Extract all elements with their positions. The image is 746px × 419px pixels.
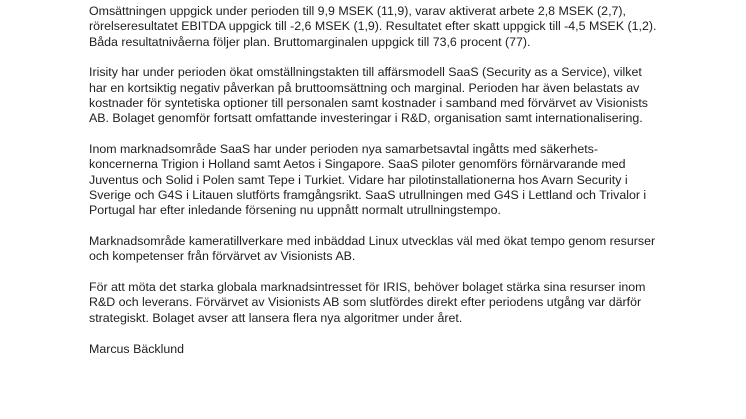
paragraph-saas-market [89, 142, 649, 218]
text-line: har en kortsiktig negativ påverkan på bruttoomsättning och marginal. Perioden har även belastats av [89, 80, 640, 95]
paragraph-financial-results [89, 4, 657, 50]
text-line: kostnader för syntetiska optioner till personalen samt kostnader i samband med förvärvet av Visionists [89, 95, 649, 110]
text-line: Irisity har under perioden ökat omställningstakten till affärsmodell SaaS (Security as a Service), vilket [89, 65, 642, 80]
text-line: och kompetenser från förvärvet av Visionists AB. [89, 249, 356, 264]
text-line: Båda resultatnivåerna följer plan. Bruttomarginalen uppgick till 73,6 procent (77). [89, 34, 531, 49]
paragraph-business-model [89, 65, 649, 126]
text-line: AB. Bolaget genomför fortsatt omfattande investeringar i R&D, organisation samt internationalisering. [89, 111, 643, 126]
signature: Marcus Bäcklund [89, 341, 185, 356]
paragraph-camera-market [89, 234, 656, 265]
text-line: koncernerna Trigion i Holland samt Aetos i Singapore. SaaS piloter genomförs förnärvarande med [89, 157, 626, 172]
text-line: Sverige och G4S i Litauen slutförts framgångsrikt. SaaS utrullningen med G4S i Lettland och Trivalor i [89, 187, 647, 202]
text-line: R&D och leverans. Förvärvet av Visionists AB som slutfördes direkt efter periodens utgång var därför [89, 295, 642, 310]
text-line: Inom marknadsområde SaaS har under perioden nya samarbetsavtal ingåtts med säkerhets- [89, 142, 598, 157]
document-body [89, 4, 657, 357]
text-line: strategiskt. Bolaget avser att lansera flera nya algoritmer under året. [89, 310, 463, 325]
text-line: Juventus och Solid i Polen samt Tepe i Turkiet. Vidare har pilotinstallationerna hos Avarn Security i [89, 172, 628, 187]
text-line: För att möta det starka globala marknadsintresset för IRIS, behöver bolaget stärka sina resurser inom [89, 280, 646, 295]
text-line: Portugal har efter inledande försening nu uppnått normalt utrullningstempo. [89, 203, 501, 218]
text-line: Omsättningen uppgick under perioden till 9,9 MSEK (11,9), varav aktiverat arbete 2,8 MSEK (2,7), [89, 4, 626, 18]
text-line: Marknadsområde kameratillverkare med inbäddad Linux utvecklas väl med ökat tempo genom resurser [89, 234, 656, 249]
paragraph-strategy [89, 280, 649, 326]
text-line: rörelseresultatet EBITDA uppgick till -2,6 MSEK (1,9). Resultatet efter skatt uppgick till -4,5 MSEK (1,2). [89, 19, 657, 34]
